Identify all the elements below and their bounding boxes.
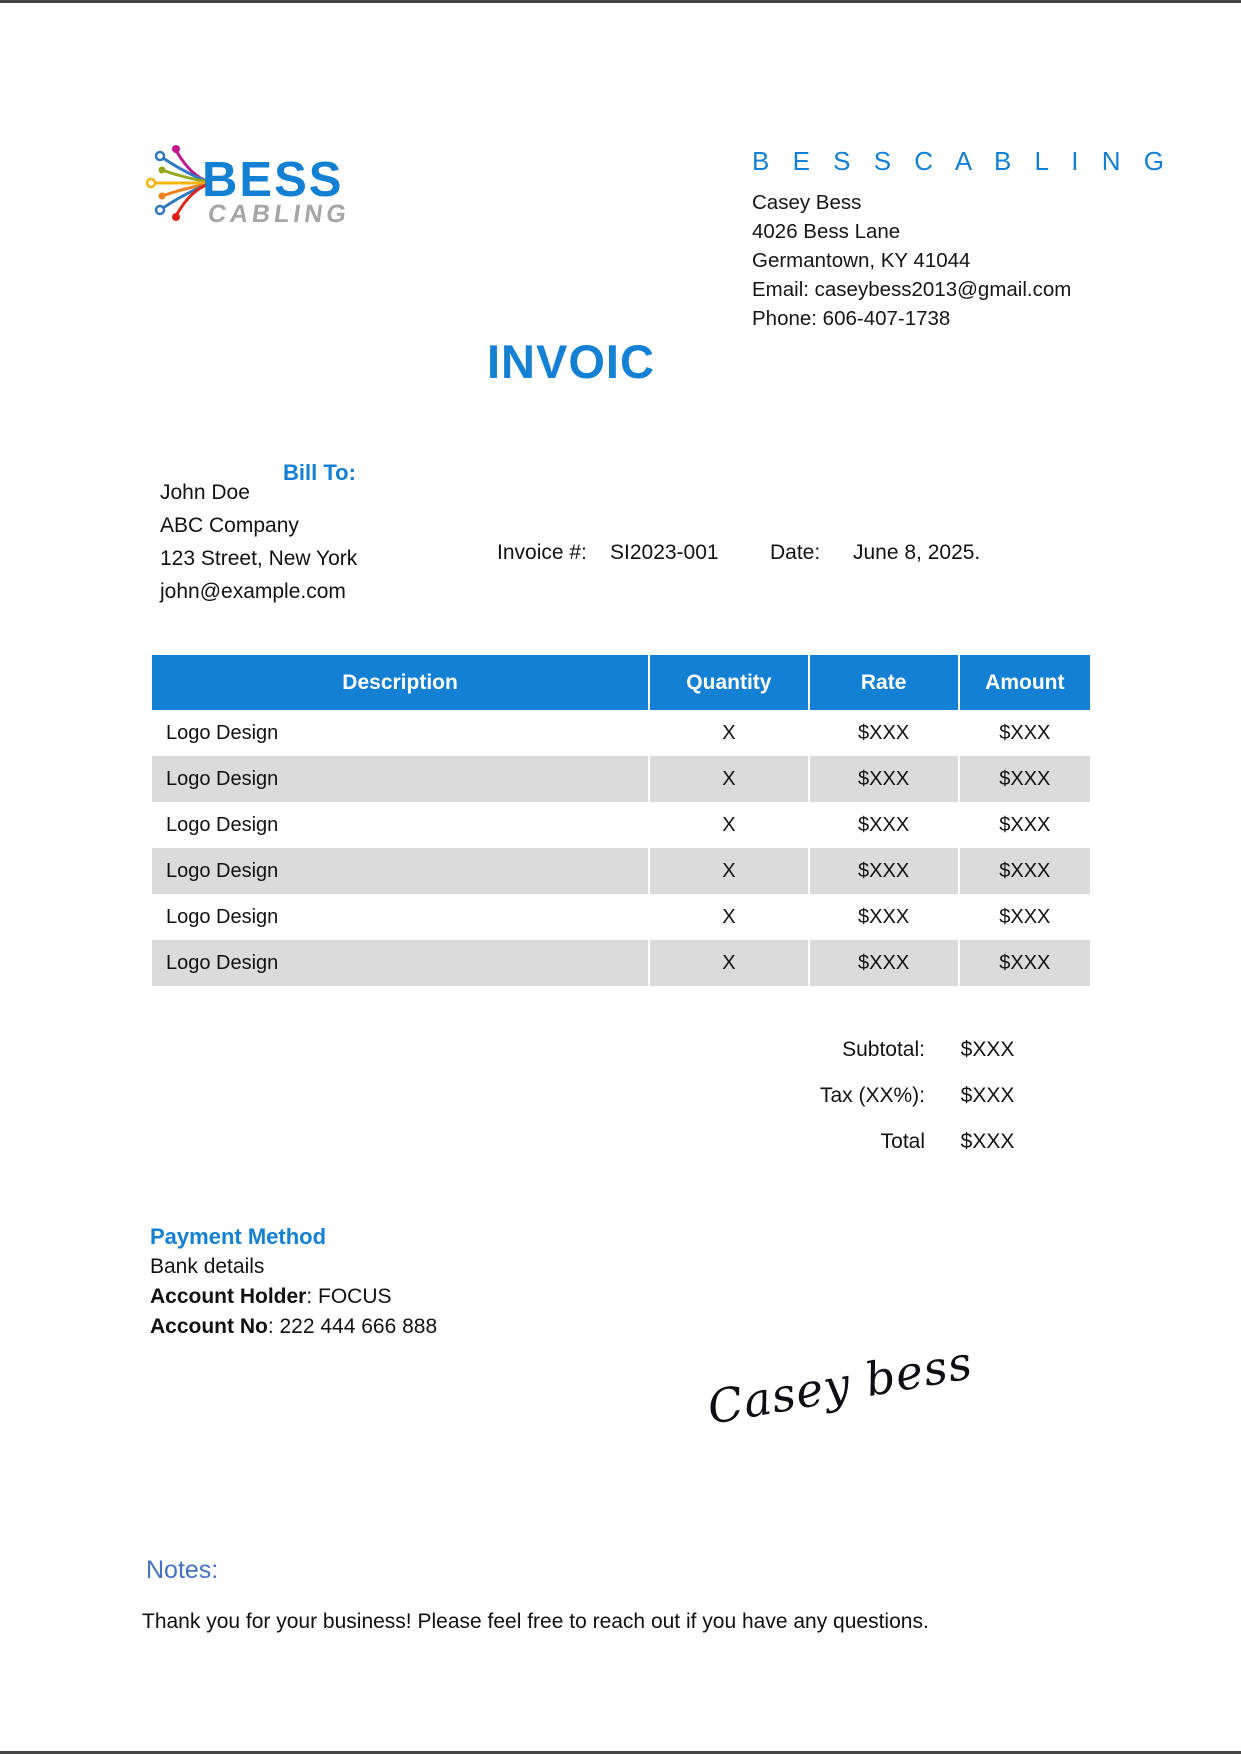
tax-label: Tax (XX%): (819, 1084, 925, 1107)
subtotal-value: $XXX (960, 1038, 1015, 1061)
header-amount: Amount (959, 655, 1090, 710)
signature-text: Casey bess (703, 1335, 977, 1435)
cell-description: Logo Design (166, 721, 279, 744)
cell-quantity: X (649, 848, 808, 894)
company-phone: Phone: 606-407-1738 (752, 307, 951, 330)
cell-description: Logo Design (152, 940, 649, 986)
table-row (152, 756, 1090, 802)
company-contact-block (752, 146, 1172, 333)
cell-quantity: X (649, 710, 808, 756)
table-row (152, 940, 1090, 986)
logo-wordmark: BESS (202, 153, 344, 207)
cell-rate: $XXX (809, 894, 959, 940)
invoice-date-value: June 8, 2025. (853, 541, 981, 564)
line-items-table (152, 655, 1090, 986)
tax-value: $XXX (960, 1084, 1015, 1107)
invoice-number-label: Invoice #: (497, 541, 587, 564)
table-row (152, 710, 1090, 756)
invoice-number-value: SI2023-001 (610, 541, 719, 564)
total-value: $XXX (960, 1130, 1015, 1153)
table-row (152, 848, 1090, 894)
table-header-row (152, 655, 1090, 710)
cell-rate: $XXX (809, 848, 959, 894)
bill-to-company: ABC Company (160, 514, 299, 537)
subtotal-label: Subtotal: (842, 1038, 925, 1061)
company-email: Email: caseybess2013@gmail.com (752, 278, 1072, 301)
cell-description: Logo Design (152, 848, 649, 894)
account-holder-line (150, 1282, 437, 1312)
cell-description: Logo Design (166, 813, 279, 836)
tax-row (705, 1082, 1050, 1110)
cell-description: Logo Design (152, 756, 649, 802)
bank-details-line: Bank details (150, 1255, 265, 1278)
payment-method-heading: Payment Method (150, 1224, 327, 1249)
cell-rate: $XXX (809, 710, 959, 756)
logo-subtitle: CABLING (206, 200, 352, 228)
cell-rate: $XXX (809, 940, 959, 986)
company-address-line2: Germantown, KY 41044 (752, 249, 971, 272)
notes-text: Thank you for your business! Please feel free to reach out if you have any questions. (142, 1610, 929, 1633)
cell-quantity: X (649, 756, 808, 802)
bill-to-block (160, 476, 357, 608)
cell-amount: $XXX (959, 802, 1090, 848)
table-row (152, 802, 1090, 848)
account-number-value: : 222 444 666 888 (267, 1315, 438, 1338)
cell-amount: $XXX (959, 848, 1090, 894)
cell-amount: $XXX (959, 756, 1090, 802)
company-contact-name: Casey Bess (752, 191, 862, 214)
cell-amount: $XXX (959, 940, 1090, 986)
notes-heading: Notes: (146, 1556, 219, 1584)
cell-description: Logo Design (166, 905, 279, 928)
cell-quantity: X (649, 802, 808, 848)
account-holder-label: Account Holder (150, 1285, 307, 1308)
account-number-label: Account No (150, 1315, 268, 1338)
cell-quantity: X (649, 940, 808, 986)
total-label: Total (880, 1130, 925, 1153)
bill-to-name: John Doe (160, 481, 250, 504)
bill-to-email: john@example.com (160, 580, 346, 603)
total-row (705, 1128, 1050, 1156)
signature-block (680, 1320, 1000, 1450)
header-rate: Rate (809, 655, 959, 710)
page-top-border (0, 0, 1241, 3)
subtotal-row (705, 1036, 1050, 1064)
cell-rate: $XXX (809, 756, 959, 802)
company-name: B E S S C A B L I N G (752, 146, 1172, 176)
invoice-date-label: Date: (770, 541, 821, 564)
totals-block (705, 1036, 1050, 1174)
cell-quantity: X (649, 894, 808, 940)
header-quantity: Quantity (649, 655, 808, 710)
company-address-line1: 4026 Bess Lane (752, 220, 901, 243)
account-number-line (150, 1312, 437, 1342)
header-description: Description (152, 655, 649, 710)
cell-amount: $XXX (959, 894, 1090, 940)
bill-to-address: 123 Street, New York (160, 547, 358, 570)
payment-method-block (150, 1222, 437, 1342)
cell-amount: $XXX (959, 710, 1090, 756)
bill-to-label: Bill To: (283, 460, 356, 485)
document-title: INVOIC (487, 335, 655, 388)
account-holder-value: : FOCUS (306, 1285, 392, 1308)
cell-rate: $XXX (809, 802, 959, 848)
table-row (152, 894, 1090, 940)
